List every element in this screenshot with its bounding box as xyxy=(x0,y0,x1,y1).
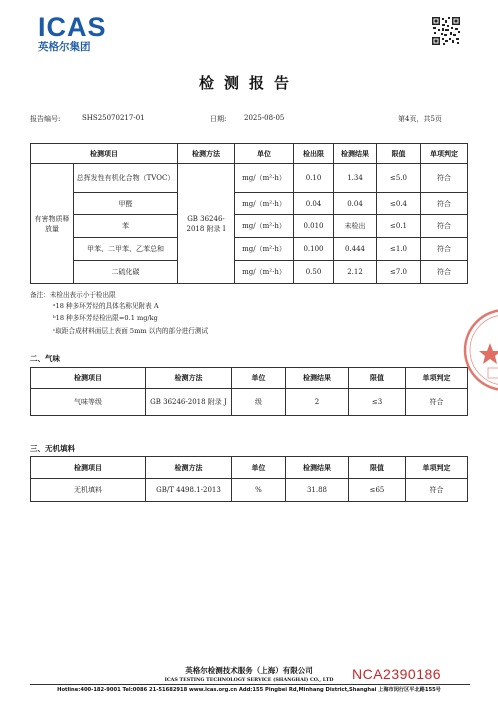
limit-cell: ≤65 xyxy=(349,479,406,502)
judge-cell: 符合 xyxy=(421,193,468,215)
result-cell: 2 xyxy=(286,389,349,416)
table-row xyxy=(31,164,468,193)
table-row xyxy=(31,261,468,284)
header-cell: 单项判定 xyxy=(421,144,468,164)
seal-stamp-icon xyxy=(460,300,498,400)
footer-divider xyxy=(30,684,470,685)
report-number: SHS25070217-01 xyxy=(82,114,145,122)
unit-cell: mg/（m²·h） xyxy=(235,261,294,284)
qr-code-icon xyxy=(431,16,461,46)
detect-limit-cell: 0.10 xyxy=(294,164,334,193)
table-header-row xyxy=(31,457,468,479)
note-line: ᵇ18 种多环芳烃检出限=0.1 mg/kg xyxy=(53,314,158,322)
header-cell: 限值 xyxy=(349,368,406,389)
item-cell: 无机填料 xyxy=(31,479,146,502)
company-logo xyxy=(38,14,108,54)
serial-number: NCA2390186 xyxy=(352,666,442,682)
detect-limit-cell: 0.010 xyxy=(294,215,334,238)
table-header-row xyxy=(31,144,468,164)
detect-limit-cell: 0.50 xyxy=(294,261,334,284)
limit-cell: ≤0.4 xyxy=(377,193,421,215)
item-cell: 甲苯、二甲苯、乙苯总和 xyxy=(74,238,178,261)
odor-table xyxy=(30,367,468,416)
footer-company-cn: 英格尔检测技术服务（上海）有限公司 xyxy=(185,666,313,675)
table-header-row xyxy=(31,368,468,389)
note-line: ᶜ取距合成材料面层上表面 5mm 以内的部分进行测试 xyxy=(53,327,209,335)
header-cell: 检测项目 xyxy=(31,457,146,479)
judge-cell: 符合 xyxy=(421,164,468,193)
footer-company-en: ICAS TESTING TECHNOLOGY SERVICE (SHANGHAI) CO., LTD xyxy=(164,677,334,683)
report-number-label: 报告编号: xyxy=(30,115,61,123)
header-cell: 检测结果 xyxy=(286,368,349,389)
item-cell: 气味等级 xyxy=(31,389,146,416)
group-label: 有害物质释放量 xyxy=(31,164,74,284)
header-cell: 检测项目 xyxy=(31,144,178,164)
result-cell: 未检出 xyxy=(334,215,377,238)
page-info: 第4页，共5页 xyxy=(398,115,442,123)
note-line: 备注：未检出表示小于检出限 xyxy=(30,291,116,299)
date-label: 日期: xyxy=(210,115,227,123)
detect-limit-cell: 0.100 xyxy=(294,238,334,261)
result-cell: 1.34 xyxy=(334,164,377,193)
header-cell: 检测方法 xyxy=(178,144,235,164)
judge-cell: 符合 xyxy=(421,215,468,238)
item-cell: 甲醛 xyxy=(74,193,178,215)
header-cell: 单位 xyxy=(232,368,286,389)
header-cell: 单项判定 xyxy=(406,368,468,389)
section-title-filler: 三、无机填料 xyxy=(30,444,75,453)
limit-cell: ≤5.0 xyxy=(377,164,421,193)
header-cell: 单项判定 xyxy=(406,457,468,479)
table-row xyxy=(31,215,468,238)
table-row xyxy=(31,479,468,502)
judge-cell: 符合 xyxy=(421,238,468,261)
table-row xyxy=(31,389,468,416)
item-cell: 二硫化碳 xyxy=(74,261,178,284)
unit-cell: mg/（m²·h） xyxy=(235,238,294,261)
filler-table xyxy=(30,456,468,502)
section-title-odor: 二、气味 xyxy=(30,354,60,363)
footer-contact: Hotline:400-182-9001 Tel:0086 21-51682918 www.icas.org.cn Add:155 Pingbei Rd,Minhang District,Shanghai 上海市闵行区平北路155号 xyxy=(57,687,441,693)
table-row xyxy=(31,193,468,215)
result-cell: 2.12 xyxy=(334,261,377,284)
limit-cell: ≤0.1 xyxy=(377,215,421,238)
header-cell: 检测方法 xyxy=(146,368,232,389)
limit-cell: ≤7.0 xyxy=(377,261,421,284)
header-cell: 检测方法 xyxy=(146,457,232,479)
judge-cell: 符合 xyxy=(406,389,468,416)
note-line: ᵃ18 种多环芳烃的具体名称见附表 A xyxy=(53,302,159,310)
judge-cell: 符合 xyxy=(406,479,468,502)
unit-cell: 级 xyxy=(232,389,286,416)
unit-cell: % xyxy=(232,479,286,502)
header-cell: 检出限 xyxy=(294,144,334,164)
unit-cell: mg/（m²·h） xyxy=(235,215,294,238)
limit-cell: ≤3 xyxy=(349,389,406,416)
logo-text: ICAS xyxy=(38,12,107,42)
report-title: 检测报告 xyxy=(198,74,299,92)
header-cell: 单位 xyxy=(232,457,286,479)
method-cell: GB 36246-2018 附录 I xyxy=(178,164,235,284)
header-cell: 限值 xyxy=(377,144,421,164)
header-cell: 检测结果 xyxy=(334,144,377,164)
unit-cell: mg/（m²·h） xyxy=(235,164,294,193)
method-cell: GB 36246-2018 附录 J xyxy=(146,389,232,416)
item-cell: 总挥发性有机化合物（TVOC） xyxy=(74,164,178,193)
header-cell: 限值 xyxy=(349,457,406,479)
method-cell: GB/T 4498.1-2013 xyxy=(146,479,232,502)
unit-cell: mg/（m²·h） xyxy=(235,193,294,215)
item-cell: 苯 xyxy=(74,215,178,238)
limit-cell: ≤1.0 xyxy=(377,238,421,261)
report-date: 2025-08-05 xyxy=(244,114,285,122)
logo-subtext: 英格尔集团 xyxy=(38,41,91,53)
judge-cell: 符合 xyxy=(421,261,468,284)
harmful-substance-table xyxy=(30,143,468,284)
header-cell: 检测结果 xyxy=(286,457,349,479)
result-cell: 0.04 xyxy=(334,193,377,215)
header-cell: 单位 xyxy=(235,144,294,164)
table-row xyxy=(31,238,468,261)
header-cell: 检测项目 xyxy=(31,368,146,389)
result-cell: 0.444 xyxy=(334,238,377,261)
detect-limit-cell: 0.04 xyxy=(294,193,334,215)
result-cell: 31.88 xyxy=(286,479,349,502)
